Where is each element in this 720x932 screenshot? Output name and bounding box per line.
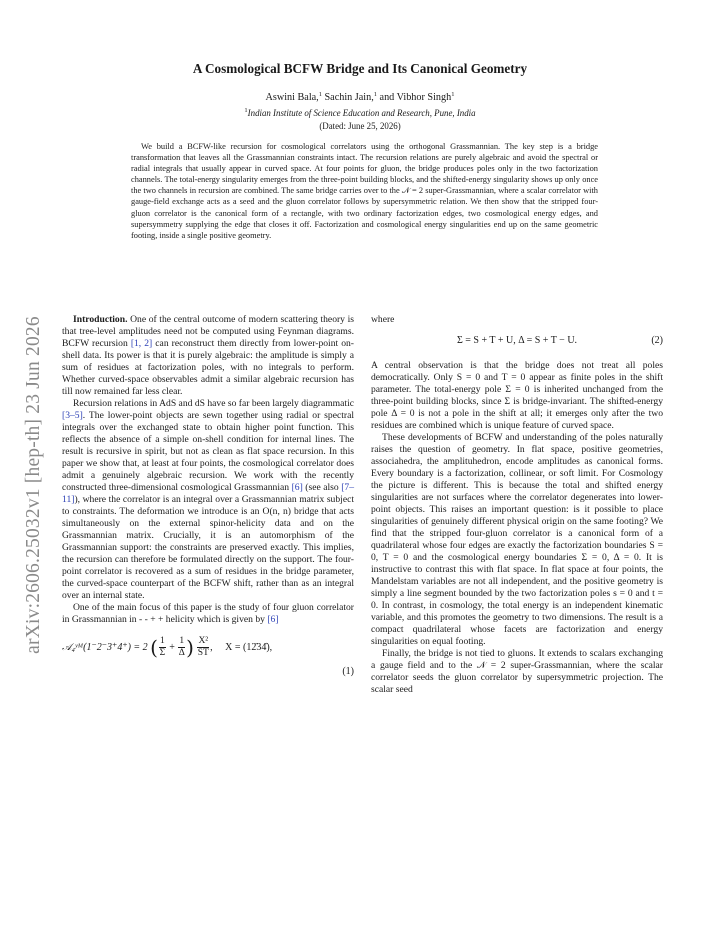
equation-2	[371, 326, 663, 360]
paragraph: where	[371, 314, 395, 325]
fraction: $\frac{1}{\Sigma}$	[159, 636, 166, 658]
citation-link[interactable]: [7–11]	[62, 482, 354, 505]
paper-title: A Cosmological BCFW Bridge and Its Canonical Geometry	[192, 61, 528, 76]
author-name: Vibhor Singh	[396, 92, 452, 103]
dated-line: (Dated: June 25, 2026)	[319, 121, 401, 131]
right-paren: )	[186, 635, 194, 660]
author-name: Sachin Jain,	[324, 92, 374, 103]
affiliation	[0, 108, 720, 118]
equation-number: (2)	[651, 335, 663, 346]
right-column	[371, 314, 663, 696]
equation-body: Σ = S + T + U, Δ = S + T − U.	[456, 335, 578, 346]
equation-body: 𝒜₄ʸᴹ(1⁻2⁻3⁺4⁺) = 2 ( $\frac{1}{\Sigma}$ + $\frac{1}{\Delta}$ ) $\frac{\text{X²}}{ST}$ , X = (12̄34̄),	[62, 635, 273, 660]
fraction: $\frac{1}{\Delta}$	[178, 636, 185, 658]
author-name: Aswini Bala,	[265, 92, 319, 103]
equation-number: (1)	[342, 666, 354, 677]
affiliation-marker: 1	[318, 91, 322, 98]
abstract: We build a BCFW-like recursion for cosmological correlators using the orthogonal Grassmannian. The key step is a bridge transformation that leaves all the Grassmannian constraints intact. The recursion relations are purely algebraic and avoid the spectral or radial integrals that usually appear in curved space. At four points for gluon, the bridge produces poles only in the two factorization channels. The total-energy singularity emerges from the three-point building blocks, and the shifted-energy singularity shows up only once the two channels in recursion are combined. The same bridge carries over to the 𝒩 = 2 super-Grassmannian, where a scalar correlator with gauge-field exchange acts as a seed and the gluon correlator follows by supersymmetric relation. We then show that the stripped four-gluon correlator is the canonical form of a rectangle, with two ordinary factorization edges, two cosmological energy edges, and supersymmetry supplying the edge that closes it off. Factorization and cosmological energy singularities end up on the same geometric footing, inside a single positive geometry.	[131, 142, 598, 240]
citation-link[interactable]: [1, 2]	[130, 338, 153, 349]
affiliation-marker: 1	[244, 107, 248, 114]
citation-link[interactable]: [3–5]	[62, 410, 83, 421]
paragraph: Recursion relations in AdS and dS have so far been largely diagrammatic [3–5]. The lower-point objects are sewn together using radial or spectral integrals over the exchanged state to obtain higher point function. This reflects the absence of a simple on-shell condition for internal lines. The result is recursive in spirit, but not as clean as flat space recursion. In this paper we show that, at least at four points, the cosmological correlator does admit a genuinely algebraic recursion. We work with the recently constructed three-dimensional cosmological Grassmannian [6] (see also [7–11]), where the correlator is an integral over a Grassmannian matrix subject to constraints. The deformation we introduce is an O(n, n) bridge that acts simultaneously on the external spinor-helicity data and on the Grassmannian matrix. Crucially, it is an automorphism of the Grassmannian support: the constraints are preserved exactly. This implies, the recursion can therefore be formulated directly on the support. The four-point correlator is recovered as a sum of residues in the bridge parameter, the curved-space counterpart of the BCFW shift, rather than as an integral over an internal state.	[62, 398, 354, 601]
author-list	[0, 92, 720, 103]
author-conjunction: and	[379, 92, 395, 103]
paragraph: Finally, the bridge is not tied to gluons. It extends to scalars exchanging a gauge field and to the 𝒩 = 2 super-Grassmannian, where the scalar correlator seeds the gluon correlator by supersymmetric projection. The scalar seed	[371, 648, 663, 695]
arxiv-identifier: arXiv:2606.25032v1 [hep-th] 23 Jun 2026	[23, 316, 44, 654]
paragraph: Introduction. One of the central outcome of modern scattering theory is that tree-level amplitudes need not be computed using Feynman diagrams. BCFW recursion [1, 2] can reconstruct them directly from lower-point on-shell data. Its power is that it is purely algebraic: the amplitude is simply a sum of residues at factorization poles, with no integrals to perform. Whether curved-space observables admit a similar algebraic recursion has till now remained far less clear.	[62, 314, 354, 397]
left-paren: (	[150, 635, 158, 660]
equation-rhs: X = (12̄34̄),	[225, 641, 273, 653]
arxiv-identifier-stamp	[14, 285, 54, 685]
section-heading: Introduction.	[73, 314, 128, 325]
affiliation-text: Indian Institute of Science Education and Research, Pune, India	[247, 108, 476, 118]
equation-1	[62, 630, 354, 680]
citation-link[interactable]: [6]	[291, 482, 303, 493]
affiliation-marker: 1	[373, 91, 377, 98]
plus-sign: +	[169, 641, 175, 653]
paragraph: These developments of BCFW and understanding of the poles naturally raises the question of geometry. In flat space, positive geometries, associahedra, the amplituhedron, encode amplitudes as canonical forms. Every boundary is a factorization, collinear, or soft limit. For Cosmology the picture is different. This is because the total and shifted energy singularities are not surfaces where the correlator degenerates into lower-point objects. This raises an important question: is it possible to place singularities of genuinely different physical origin on the same footing? We find that the stripped four-gluon correlator is a canonical form of a quadrilateral whose four edges are exactly the factorization boundaries S = 0, T = 0 and the cosmological energy boundaries Σ = 0, Δ = 0. It is instructive to contrast this with flat space. In flat space at four points, the Mandelstam variables are not all independent, and the positive geometry is simply a line segment bounded by the two factorization poles s = 0 and t = 0. In contrast, in cosmology, the total energy is an independent kinematic variable, and this promotes the geometry to two dimensions. The result is a compact quadrilateral whose facets are factorization and energy singularities on equal footing.	[371, 432, 663, 647]
fraction: $\frac{\text{X²}}{ST}$	[197, 636, 209, 658]
paragraph: A central observation is that the bridge does not treat all poles democratically. Only S = 0 and T = 0 appear as finite poles in the shift parameter. The total-energy pole Σ = 0 is inherited unchanged from the three-point building blocks, since Σ is bridge-invariant. The shifted-energy pole Δ = 0 is not a pole in the shift at all; it emerges only after the two residues are combined which is unique feature of curved space.	[371, 360, 663, 431]
paragraph: One of the main focus of this paper is the study of four gluon correlator in Grassmannian in - - + + helicity which is given by [6]	[62, 602, 354, 625]
citation-link[interactable]: [6]	[267, 614, 279, 625]
affiliation-marker: 1	[451, 91, 455, 98]
left-column	[62, 314, 354, 680]
equation-lhs: 𝒜₄ʸᴹ(1⁻2⁻3⁺4⁺) = 2	[62, 641, 148, 653]
